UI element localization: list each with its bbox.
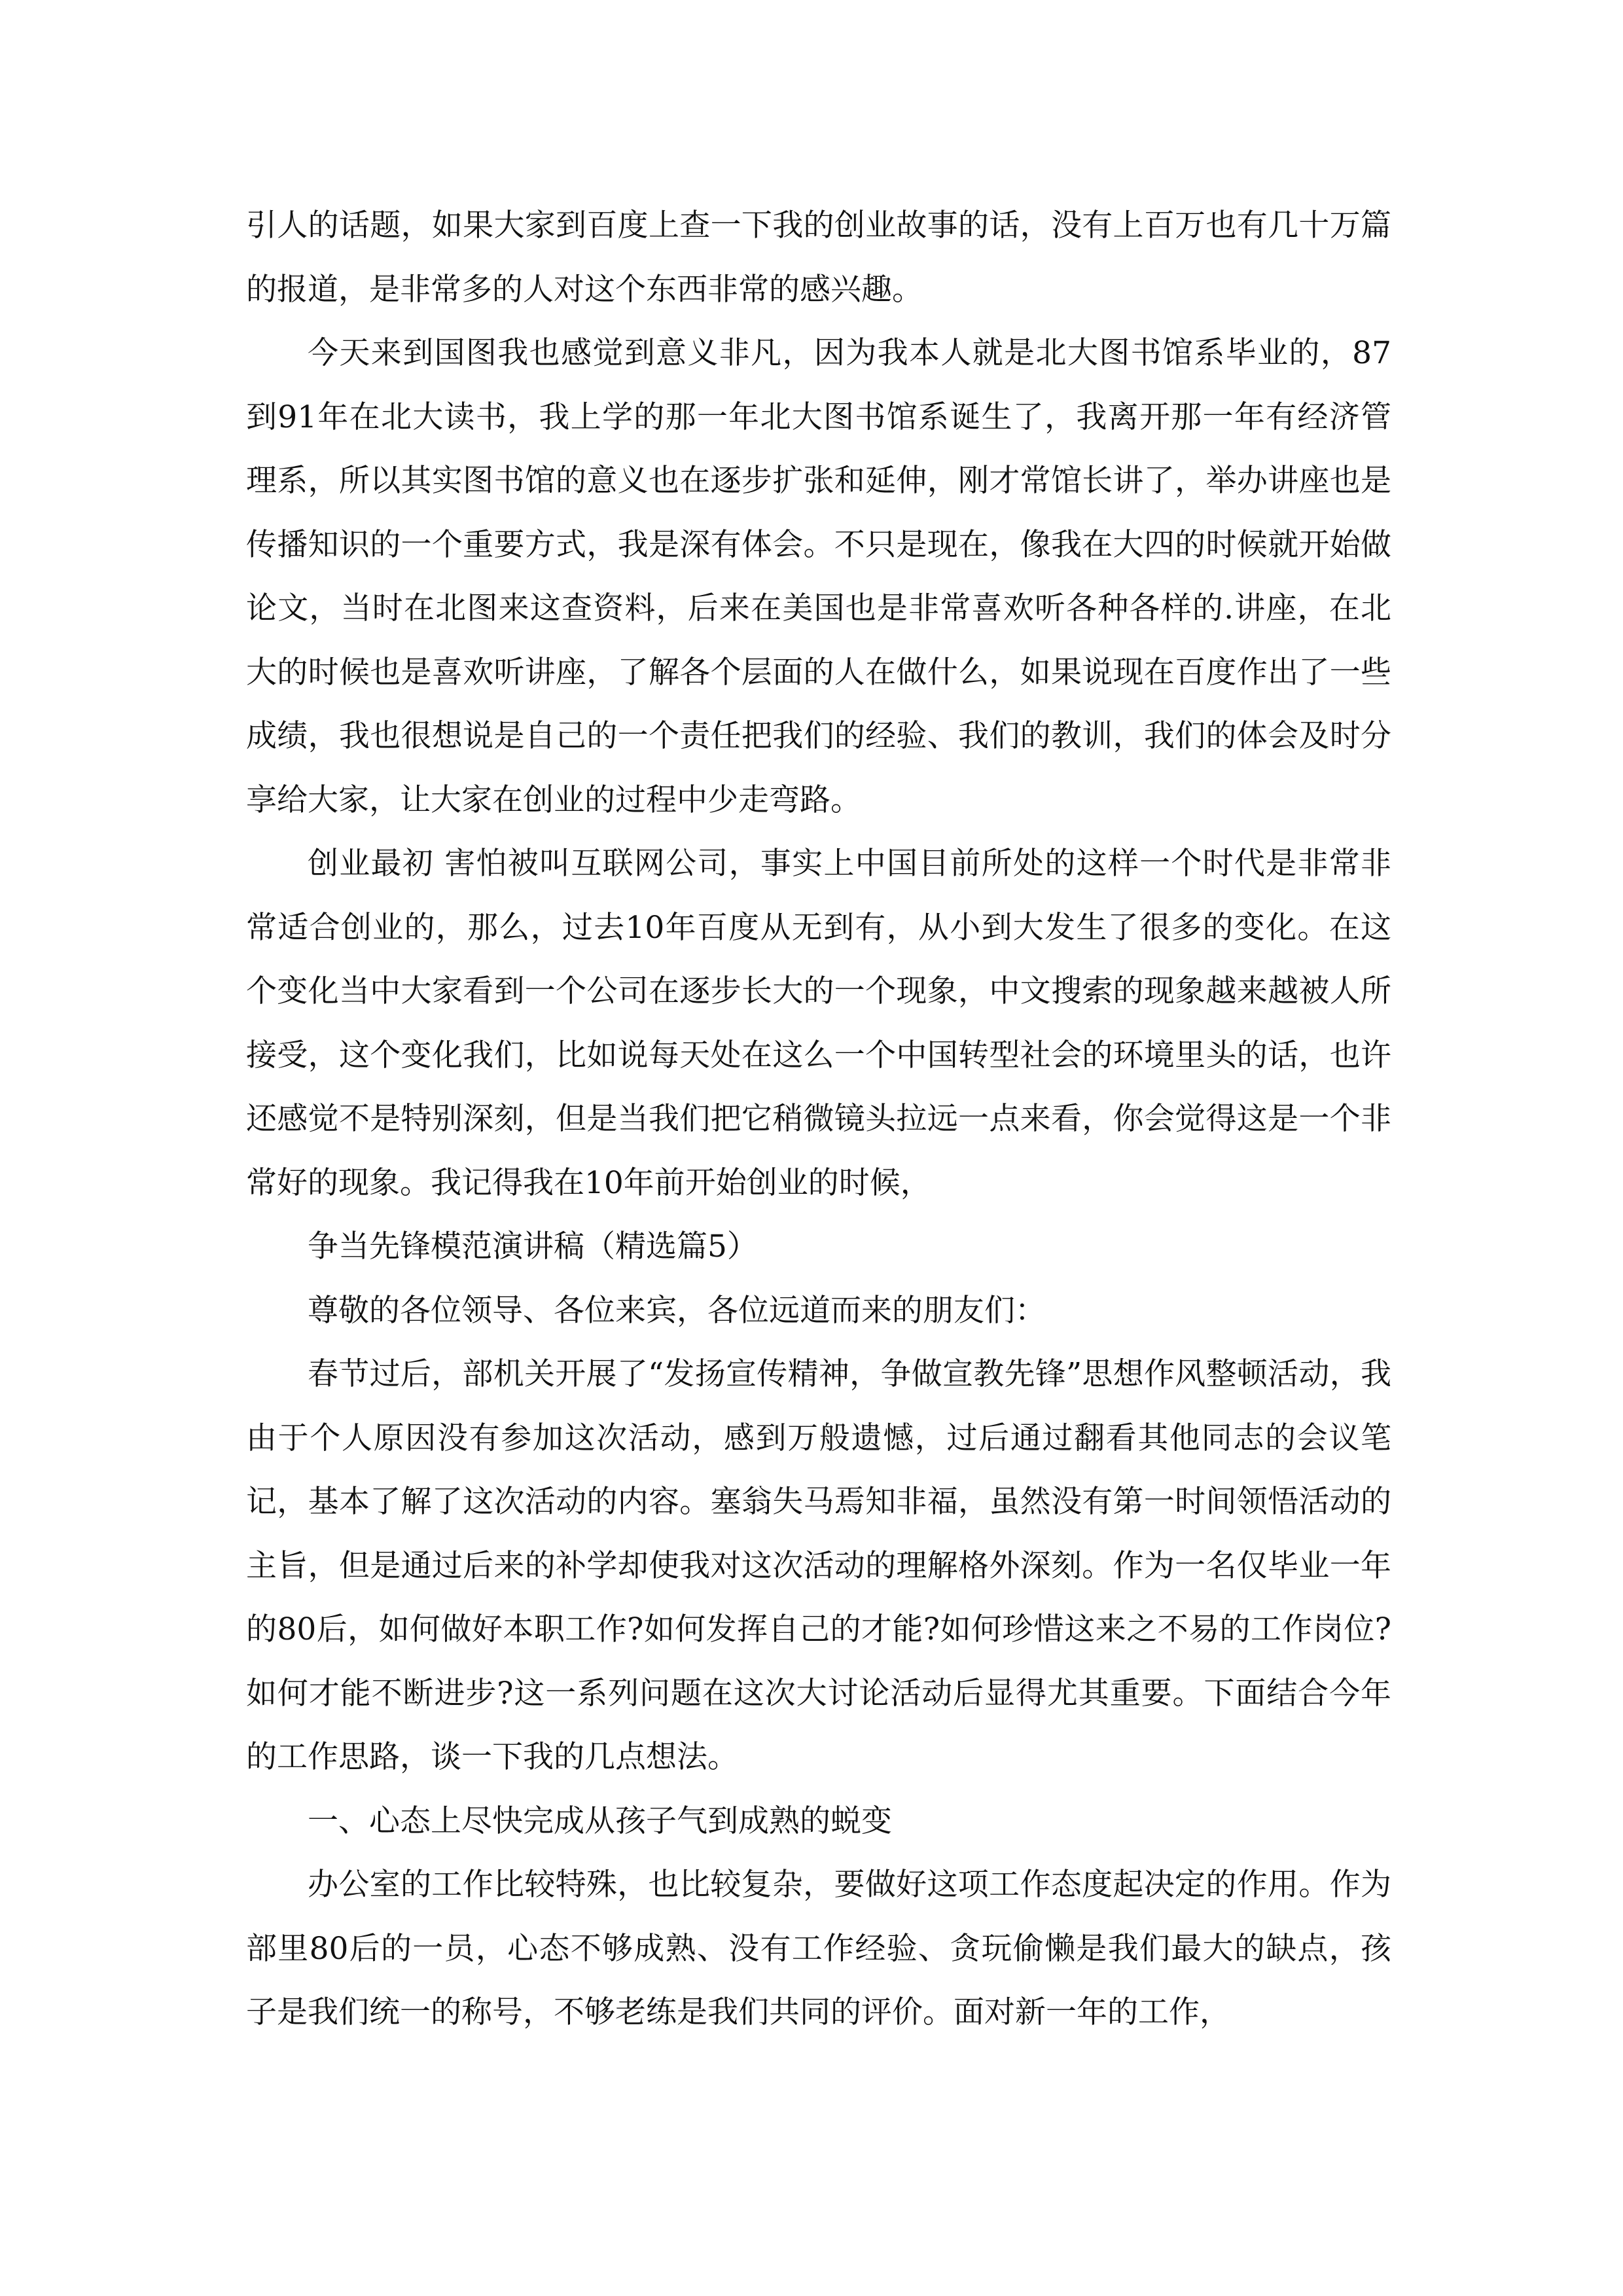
paragraph-office-work: 办公室的工作比较特殊，也比较复杂，要做好这项工作态度起决定的作用。作为部里80后的一员，心态不够成熟、没有工作经验、贪玩偷懒是我们最大的缺点，孩子是我们统一的称号，不够老练是我们共同的评价。面对新一年的工作， <box>246 1867 1391 2030</box>
paragraph-library-speech: 今天来到国图我也感觉到意义非凡，因为我本人就是北大图书馆系毕业的，87到91年在北大读书，我上学的那一年北大图书馆系诞生了，我离开那一年有经济管理系，所以其实图书馆的意义也在逐步扩张和延伸，刚才常馆长讲了，举办讲座也是传播知识的一个重要方式，我是深有体会。不只是现在，像我在大四的时候就开始做论文，当时在北图来这查资料，后来在美国也是非常喜欢听各种各样的.讲座，在北大的时候也是喜欢听讲座，了解各个层面的人在做什么，如果说现在百度作出了一些成绩，我也很想说是自己的一个责任把我们的经验、我们的教训，我们的体会及时分享给大家，让大家在创业的过程中少走弯路。 <box>246 335 1391 818</box>
salutation: 尊敬的各位领导、各位来宾，各位远道而来的朋友们： <box>308 1292 1046 1329</box>
document-body <box>246 194 1391 2045</box>
subheading-mindset: 一、心态上尽快完成从孩子气到成熟的蜕变 <box>308 1803 892 1839</box>
paragraph-continuation: 引人的话题，如果大家到百度上查一下我的创业故事的话，没有上百万也有几十万篇的报道，是非常多的人对这个东西非常的感兴趣。 <box>246 207 1391 308</box>
section-title: 争当先锋模范演讲稿（精选篇5） <box>308 1229 758 1265</box>
paragraph-startup: 创业最初 害怕被叫互联网公司，事实上中国目前所处的这样一个时代是非常非常适合创业的，那么，过去10年百度从无到有，从小到大发生了很多的变化。在这个变化当中大家看到一个公司在逐步长大的一个现象，中文搜索的现象越来越被人所接受，这个变化我们，比如说每天处在这么一个中国转型社会的环境里头的话，也许还感觉不是特别深刻，但是当我们把它稍微镜头拉远一点来看，你会觉得这是一个非常好的现象。我记得我在10年前开始创业的时候， <box>246 846 1391 1201</box>
paragraph-spring-festival: 春节过后，部机关开展了“发扬宣传精神，争做宣教先锋”思想作风整顿活动，我由于个人原因没有参加这次活动，感到万般遗憾，过后通过翻看其他同志的会议笔记，基本了解了这次活动的内容。塞翁失马焉知非福，虽然没有第一时间领悟活动的主旨，但是通过后来的补学却使我对这次活动的理解格外深刻。作为一名仅毕业一年的80后，如何做好本职工作?如何发挥自己的才能?如何珍惜这来之不易的工作岗位?如何才能不断进步?这一系列问题在这次大讨论活动后显得尤其重要。下面结合今年的工作思路，谈一下我的几点想法。 <box>246 1356 1391 1775</box>
